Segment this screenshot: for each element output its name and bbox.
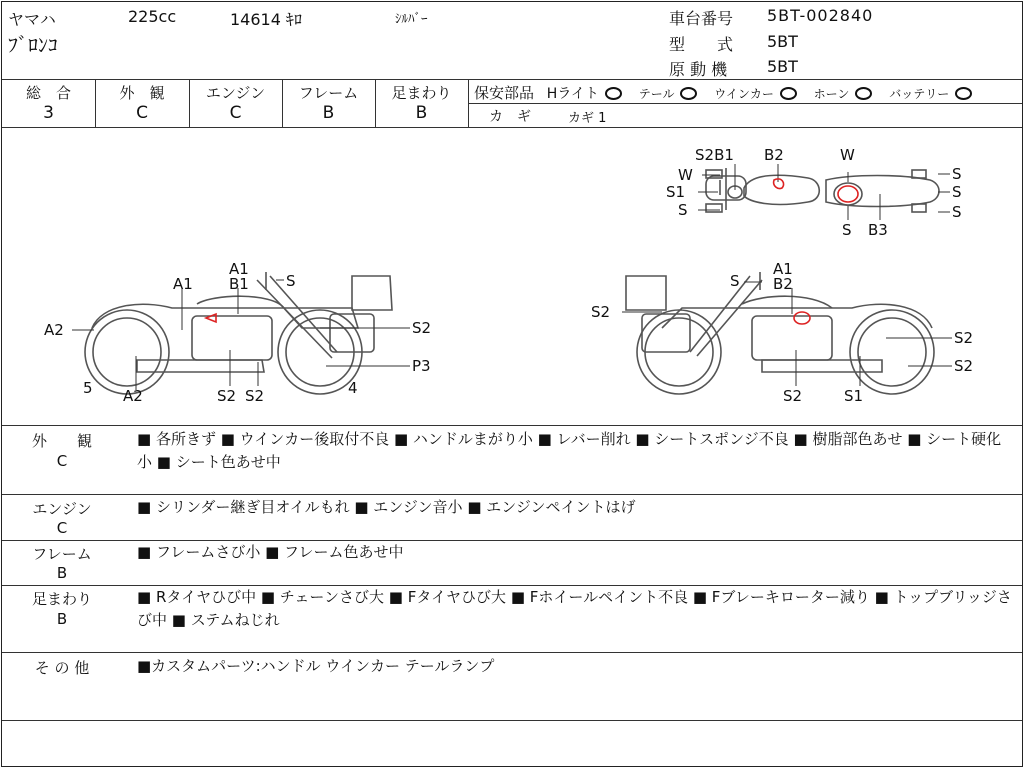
diagram-label: S [842, 221, 852, 239]
diagram-label: S2 [245, 387, 265, 405]
section-exterior-text: ■ 各所きず ■ ウインカー後取付不良 ■ ハンドルまがり小 ■ レバー削れ ■ シートスポンジ不良 ■ 樹脂部色あせ ■ シート硬化小 ■ シート色あせ中 [137, 430, 1002, 471]
section-frame-text: ■ フレームさび小 ■ フレーム色あせ中 [137, 543, 404, 561]
section-exterior-name: 外 観 [31, 432, 92, 450]
safety-parts-label: 保安部品 [474, 84, 535, 102]
frame-number-label: 車台番号 [669, 9, 734, 28]
section-other-name: そ の 他 [34, 659, 90, 677]
leader-lines [72, 164, 952, 390]
maker: ヤマハ [8, 10, 56, 29]
displacement: 225cc [128, 7, 177, 26]
tail-ok-icon [680, 87, 697, 100]
horn-label: ホーン [813, 87, 850, 101]
diagram-label: B3 [868, 221, 888, 239]
key-label: カ ギ [489, 109, 531, 125]
exterior-grade: C [136, 103, 148, 123]
overall-grade: 3 [43, 103, 54, 123]
diagram-label: S [730, 272, 740, 290]
diagram-label: A2 [44, 321, 64, 339]
diagram-label: S2 [954, 329, 974, 347]
diagram-label: S2 [217, 387, 237, 405]
diagram-label: B2 [773, 275, 793, 293]
section-engine-name: エンジン [32, 500, 92, 518]
diagram-label: A1 [773, 260, 793, 278]
diagram-label: A2 [123, 387, 143, 405]
type-label: 型 式 [669, 35, 734, 54]
exterior-label: 外 観 [119, 84, 165, 102]
section-frame-grade: B [56, 564, 68, 582]
diagram-label: S [952, 183, 962, 201]
top-view-motorcycle [706, 168, 939, 212]
headlight-ok-icon [605, 87, 622, 100]
inspection-sheet [1, 1, 1023, 767]
section-other-text: ■カスタムパーツ:ハンドル ウインカー テールランプ [137, 657, 495, 675]
diagram-label: S [952, 203, 962, 221]
section-frame-name: フレーム [32, 545, 92, 563]
section-suspension-grade: B [56, 610, 68, 628]
diagram-label: A1 [229, 260, 249, 278]
diagram-label: W [678, 166, 693, 184]
key-value: カギ 1 [568, 111, 607, 126]
diagram-label: S2 [783, 387, 803, 405]
diagram-label: A1 [173, 275, 193, 293]
overall-label: 総 合 [25, 84, 71, 102]
damage-mark [774, 179, 784, 189]
damage-mark [838, 186, 858, 202]
diagram-label: S [678, 201, 688, 219]
diagram-label: S2B1 [695, 146, 734, 164]
diagram-label: S2 [412, 319, 432, 337]
suspension-grade: B [415, 103, 428, 123]
engine-label: エンジン [205, 84, 266, 102]
safety-parts [474, 82, 984, 103]
frame-grade: B [322, 103, 335, 123]
divider [2, 79, 1022, 80]
frame-label: フレーム [298, 84, 359, 102]
diagram-label: S2 [954, 357, 974, 375]
engine-grade: C [229, 103, 242, 123]
horn-ok-icon [855, 87, 872, 100]
engine-model-value: 5BT [767, 57, 798, 76]
type-value: 5BT [767, 32, 798, 51]
section-suspension-name: 足まわり [31, 590, 92, 608]
model-name: ﾌﾞﾛﾝｺ [8, 33, 58, 57]
diagram-label: 5 [83, 379, 93, 397]
diagram-label: B1 [229, 275, 249, 293]
diagram-label: B2 [764, 146, 784, 164]
section-exterior-grade: C [56, 452, 68, 470]
section-engine-grade: C [56, 519, 68, 537]
frame-number: 5BT-002840 [767, 6, 874, 25]
engine-model-label: 原 動 機 [669, 60, 728, 79]
diagram-label: 4 [348, 379, 358, 397]
winker-ok-icon [780, 87, 797, 100]
suspension-label: 足まわり [391, 84, 452, 102]
diagram-label: S1 [666, 183, 686, 201]
damage-mark [794, 312, 810, 324]
battery-ok-icon [955, 87, 972, 100]
headlight-label: Hライト [546, 86, 599, 102]
damage-diagram [2, 128, 1024, 426]
battery-label: バッテリー [889, 87, 950, 101]
diagram-label: S [286, 272, 296, 290]
color: ｼﾙﾊﾞｰ [395, 12, 428, 27]
diagram-label: S [952, 165, 962, 183]
diagram-label: W [840, 146, 855, 164]
diagram-label: P3 [412, 357, 431, 375]
diagram-label: S2 [591, 303, 611, 321]
section-engine-text: ■ シリンダー継ぎ目オイルもれ ■ エンジン音小 ■ エンジンペイントはげ [137, 498, 636, 516]
diagram-label: S1 [844, 387, 864, 405]
section-suspension-text: ■ Rタイヤひび中 ■ チェーンさび大 ■ Fタイヤひび大 ■ Fホイールペイント不良 ■ Fブレーキローター減り ■ トップブリッジさび中 ■ ステムねじれ [137, 588, 1012, 629]
tail-label: テール [638, 87, 675, 101]
mileage: 14614 ｷﾛ [230, 10, 302, 29]
winker-label: ウインカー [714, 87, 774, 101]
